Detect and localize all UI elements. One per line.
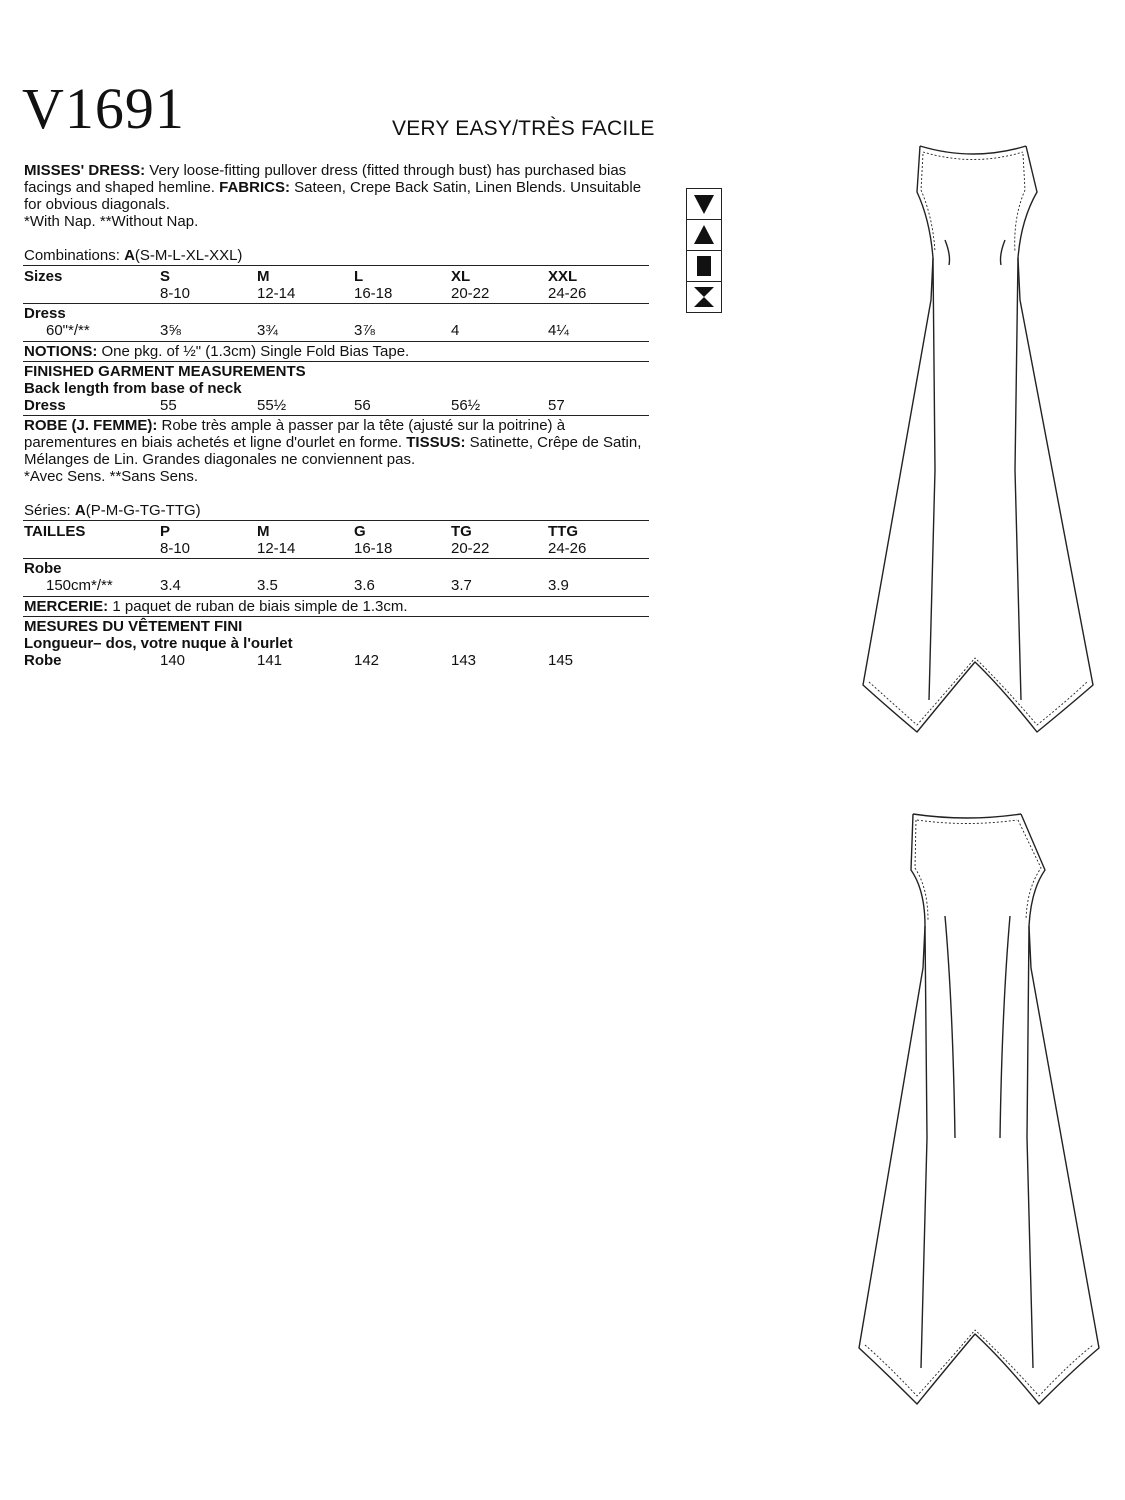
yardage-value: 3⅝ — [160, 322, 181, 339]
divider — [23, 341, 649, 342]
desc-text: Very loose-fitting pullover dress (fitted through bust) has purchased bias facings and shaped hemline. — [24, 162, 627, 196]
finished-value: 56 — [354, 397, 371, 414]
size-range: 12-14 — [257, 540, 296, 557]
dress-back-view — [855, 808, 1105, 1418]
french-description — [24, 417, 656, 485]
dress-front-view — [855, 140, 1105, 745]
combinations-line — [24, 247, 242, 264]
desc-text: Robe très ample à passer par la tête (ajusté sur la poitrine) à parementures en biais achetés et ligne d'ourlet en forme. — [24, 417, 566, 451]
notions-text: One pkg. of ½" (1.3cm) Single Fold Bias Tape. — [97, 343, 410, 360]
yardage-value: 3.7 — [451, 577, 472, 594]
sizes-label: Sizes — [24, 268, 63, 285]
notions-line — [24, 598, 408, 615]
sizes-label: TAILLES — [24, 523, 86, 540]
combinations-sizes: (S-M-L-XL-XXL) — [134, 247, 243, 264]
finished-subtitle: Longueur– dos, votre nuque à l'ourlet — [24, 635, 293, 652]
finished-value: 141 — [257, 652, 283, 669]
finished-value: 143 — [451, 652, 477, 669]
yardage-value: 3.9 — [548, 577, 569, 594]
finished-value: 57 — [548, 397, 565, 414]
divider — [23, 303, 649, 304]
size-code: TG — [451, 523, 472, 540]
divider — [23, 361, 649, 362]
divider — [23, 558, 649, 559]
yardage-item: Robe — [24, 560, 62, 577]
pattern-number: V1691 — [22, 76, 185, 141]
finished-title: MESURES DU VÊTEMENT FINI — [24, 618, 243, 635]
solid-block-icon — [687, 251, 721, 282]
yardage-item: Dress — [24, 305, 66, 322]
finished-value: 142 — [354, 652, 380, 669]
finished-subtitle: Back length from base of neck — [24, 380, 242, 397]
difficulty-label: VERY EASY/TRÈS FACILE — [392, 117, 655, 140]
nap-triangle-down-icon — [687, 189, 721, 220]
desc-title: ROBE (J. FEMME): — [24, 417, 158, 434]
size-range: 20-22 — [451, 540, 490, 557]
divider — [23, 616, 649, 617]
divider — [23, 520, 649, 521]
size-code: S — [160, 268, 171, 285]
size-range: 8-10 — [160, 285, 191, 302]
size-code: L — [354, 268, 364, 285]
divider — [23, 415, 649, 416]
finished-value: 145 — [548, 652, 574, 669]
finished-value: 55½ — [257, 397, 287, 414]
combinations-label: Combinations: — [24, 247, 125, 264]
finished-title: FINISHED GARMENT MEASUREMENTS — [24, 363, 306, 380]
size-range: 8-10 — [160, 540, 191, 557]
yardage-value: 4 — [451, 322, 460, 339]
divider — [23, 265, 649, 266]
size-code: P — [160, 523, 171, 540]
desc-title: MISSES' DRESS: — [24, 162, 146, 179]
size-range: 16-18 — [354, 540, 393, 557]
combinations-line — [24, 502, 201, 519]
nap-note: *Avec Sens. **Sans Sens. — [24, 468, 198, 485]
size-code: M — [257, 523, 270, 540]
combinations-view: A — [74, 502, 86, 519]
yardage-value: 3.5 — [257, 577, 278, 594]
hourglass-icon — [687, 282, 721, 312]
size-range: 20-22 — [451, 285, 490, 302]
size-range: 12-14 — [257, 285, 296, 302]
finished-item: Robe — [24, 652, 62, 669]
fabrics-title: TISSUS: — [406, 434, 466, 451]
fabric-width: 150cm*/** — [46, 577, 113, 594]
combinations-sizes: (P-M-G-TG-TTG) — [85, 502, 201, 519]
english-description — [24, 162, 656, 230]
yardage-value: 3¾ — [257, 322, 278, 339]
notions-text: 1 paquet de ruban de biais simple de 1.3cm. — [108, 598, 408, 615]
notions-title: MERCERIE: — [24, 598, 109, 615]
size-code: XXL — [548, 268, 578, 285]
notions-title: NOTIONS: — [24, 343, 98, 360]
yardage-value: 3⅞ — [354, 322, 375, 339]
fabric-symbols — [686, 188, 722, 313]
finished-value: 55 — [160, 397, 177, 414]
size-code: TTG — [548, 523, 578, 540]
notions-line — [24, 343, 409, 360]
size-range: 24-26 — [548, 540, 587, 557]
size-code: M — [257, 268, 270, 285]
divider — [23, 596, 649, 597]
yardage-value: 3.4 — [160, 577, 181, 594]
size-code: XL — [451, 268, 471, 285]
fabrics-text: Sateen, Crepe Back Satin, Linen Blends. Unsuitable for obvious diagonals. — [24, 179, 642, 213]
fabrics-text: Satinette, Crêpe de Satin, Mélanges de Lin. Grandes diagonales ne conviennent pas. — [24, 434, 642, 468]
finished-item: Dress — [24, 397, 66, 414]
combinations-label: Séries: — [24, 502, 75, 519]
nap-note: *With Nap. **Without Nap. — [24, 213, 199, 230]
yardage-value: 3.6 — [354, 577, 375, 594]
combinations-view: A — [124, 247, 135, 264]
nap-triangle-up-icon — [687, 220, 721, 251]
fabric-width: 60"*/** — [46, 322, 90, 339]
size-range: 24-26 — [548, 285, 587, 302]
size-code: G — [354, 523, 366, 540]
fabrics-title: FABRICS: — [219, 179, 290, 196]
size-range: 16-18 — [354, 285, 393, 302]
yardage-value: 4¼ — [548, 322, 569, 339]
finished-value: 140 — [160, 652, 186, 669]
finished-value: 56½ — [451, 397, 481, 414]
